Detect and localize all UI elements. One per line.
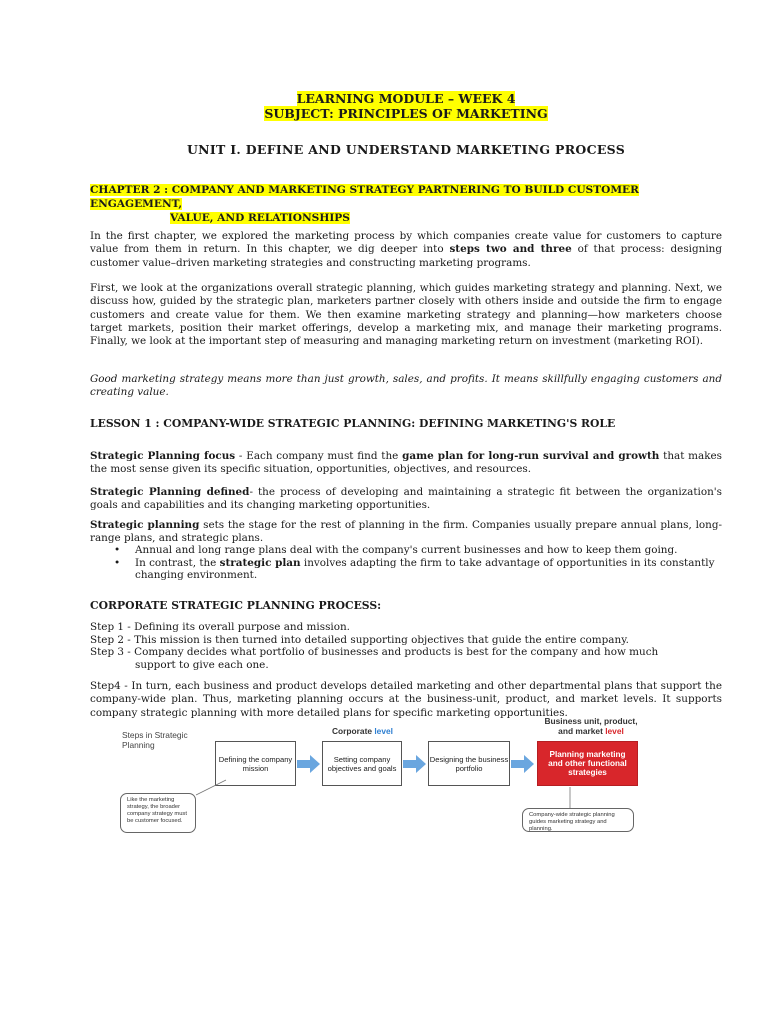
defined-label: Strategic Planning defined <box>90 486 250 498</box>
bullet2-text-b: involves adapting the firm to take advantage of opportunities in its constantly changing environment. <box>135 556 715 581</box>
business-label-text: Business unit, product, and market <box>544 716 638 736</box>
corporate-label-text: Corporate <box>332 726 375 736</box>
intro-paragraph-2: First, we look at the organizations overall strategic planning, which guides marketing strategy and planning. Next, we discuss how, guided by the strategic plan, marketers partner closely with others inside and outside the firm to engage customers and create value for them. We then examine marketing strategy and planning—how marketers choose target markets, position their market offerings, develop a marketing mix, and manage their marketing programs. Finally, we look at the important step of measuring and managing marketing return on investment (marketing ROI). <box>90 282 722 348</box>
list-item: • Annual and long range plans deal with the company's current businesses and how to keep them going. <box>90 544 722 557</box>
lesson-heading: LESSON 1 : COMPANY-WIDE STRATEGIC PLANNING: DEFINING MARKETING'S ROLE <box>90 417 616 430</box>
bullet2-text-a: In contrast, the <box>135 556 220 569</box>
step-box-portfolio: Designing the business portfolio <box>428 741 510 786</box>
unit-heading: UNIT I. DEFINE AND UNDERSTAND MARKETING PROCESS <box>186 142 626 157</box>
note-connector-left <box>196 780 226 795</box>
arrow-icon <box>297 755 320 773</box>
step-3-continued: support to give each one. <box>135 658 269 671</box>
chapter-line-1: CHAPTER 2 : COMPANY AND MARKETING STRATEGY PARTNERING TO BUILD CUSTOMER ENGAGEMENT, <box>90 184 639 210</box>
arrow-icon <box>511 755 534 773</box>
bullet2-bold: strategic plan <box>219 556 301 569</box>
arrow-icon <box>403 755 426 773</box>
steps-label: Steps in Strategic Planning <box>122 730 188 750</box>
step-2: Step 2 - This mission is then turned into detailed supporting objectives that guide the entire company. <box>90 633 629 646</box>
intro-quote: Good marketing strategy means more than just growth, sales, and profits. It means skillfully engaging customers and creating value. <box>90 373 722 399</box>
step-box-objectives: Setting company objectives and goals <box>322 741 402 786</box>
step-3: Step 3 - Company decides what portfolio of businesses and products is best for the company and how much <box>90 646 659 658</box>
chapter-line-2: VALUE, AND RELATIONSHIPS <box>170 212 350 224</box>
module-title: LEARNING MODULE – WEEK 4 <box>296 91 516 106</box>
subject-title: SUBJECT: PRINCIPLES OF MARKETING <box>264 106 548 121</box>
note-right: Company-wide strategic planning guides marketing strategy and planning. <box>522 808 634 832</box>
corporate-level-word: level <box>374 726 393 736</box>
intro-p1-text-a: In the first chapter, we explored the marketing process by which companies create value for customers to capture value from them in return. In this chapter, we dig deeper into <box>90 230 722 256</box>
focus-text-b: that makes the most sense given its specific situation, opportunities, objectives, and resources. <box>90 450 722 476</box>
business-level-word: level <box>605 726 624 736</box>
focus-bold: game plan for long-run survival and growth <box>402 450 660 462</box>
step-1: Step 1 - Defining its overall purpose and mission. <box>90 621 350 633</box>
intro-p1-bold: steps two and three <box>449 243 572 256</box>
defined-text: - the process of developing and maintaining a strategic fit between the organization's goals and capabilities and its changing marketing opportunities. <box>90 486 722 512</box>
step-box-mission: Defining the company mission <box>215 741 296 786</box>
focus-text-a: - Each company must find the <box>235 450 403 462</box>
planning-label: Strategic planning <box>90 519 200 531</box>
planning-text: sets the stage for the rest of planning in the firm. Companies usually prepare annual plans, long-range plans, and strategic plans. <box>90 519 722 545</box>
step-box-marketing: Planning marketing and other functional strategies <box>537 741 638 786</box>
note-left: Like the marketing strategy, the broader company strategy must be customer focused. <box>120 793 196 833</box>
focus-label: Strategic Planning focus <box>90 450 236 462</box>
intro-p1-text-b: of that process: designing customer value–driven marketing strategies and constructing marketing programs. <box>90 243 723 269</box>
process-heading: CORPORATE STRATEGIC PLANNING PROCESS: <box>90 599 382 612</box>
step-4-paragraph: Step4 - In turn, each business and product develops detailed marketing and other departmental plans that support the company-wide plan. Thus, marketing planning occurs at the business-unit, product, and market levels. It supports company strategic planning with more detailed plans for specific marketing opportunities. <box>90 680 722 719</box>
